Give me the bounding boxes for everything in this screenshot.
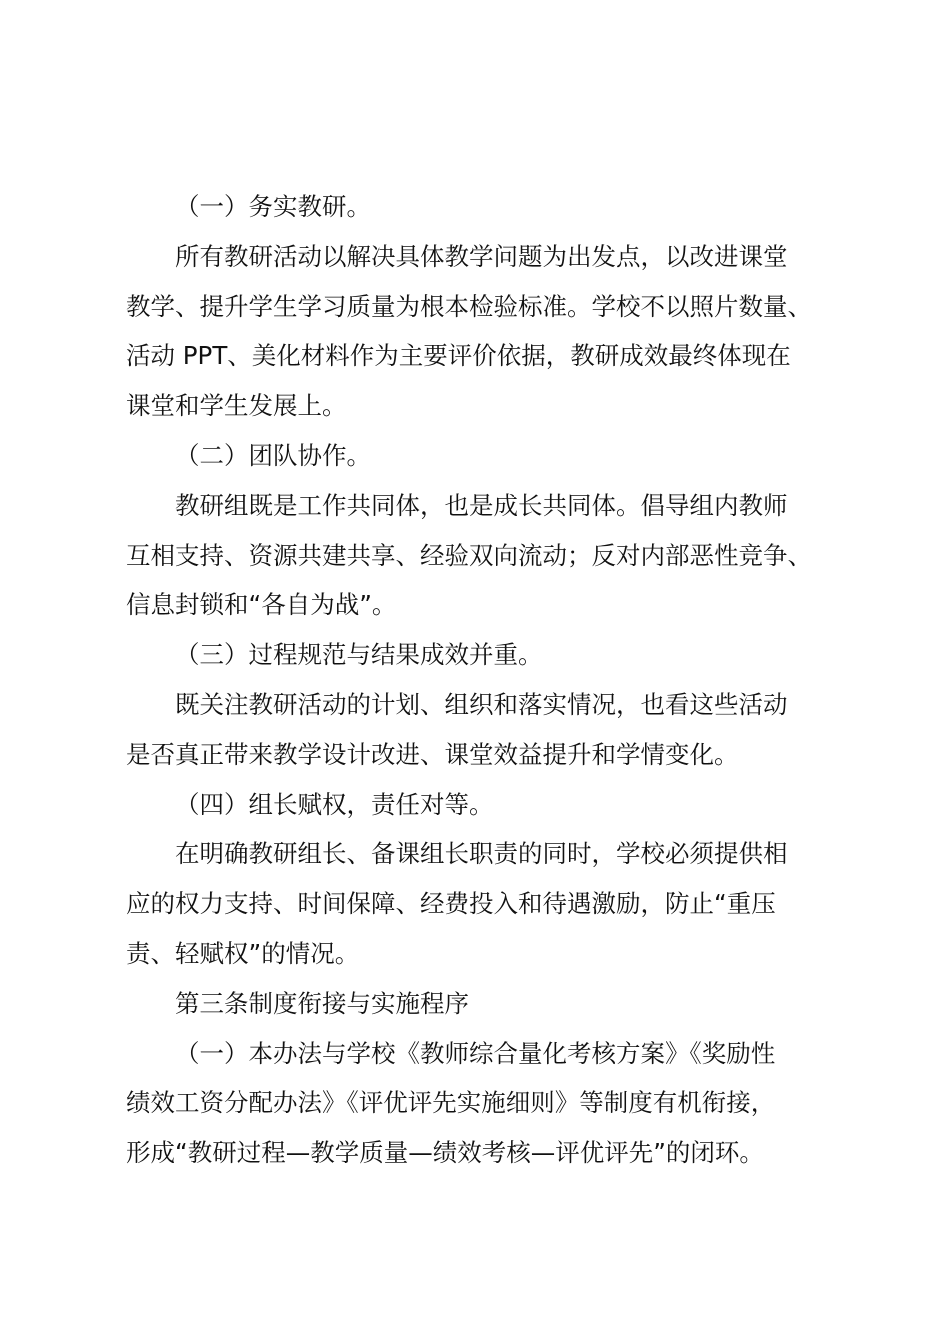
paragraph-line: （一）本办法与学校《教师综合量化考核方案》《奖励性 xyxy=(175,1038,776,1068)
paragraph-line: 形成“教研过程—教学质量—绩效考核—评优评先”的闭环。 xyxy=(126,1138,764,1168)
paragraph-line: 所有教研活动以解决具体教学问题为出发点，以改进课堂 xyxy=(175,241,788,271)
paragraph-line: 信息封锁和“各自为战”。 xyxy=(126,590,397,620)
paragraph-line: 既关注教研活动的计划、组织和落实情况，也看这些活动 xyxy=(175,689,788,719)
paragraph-line: 在明确教研组长、备课组长职责的同时，学校必须提供相 xyxy=(175,839,788,869)
paragraph-line: 责、轻赋权”的情况。 xyxy=(126,938,360,968)
paragraph-line: 教研组既是工作共同体，也是成长共同体。倡导组内教师 xyxy=(175,490,788,520)
heading-pragmatic-research: （一）务实教研。 xyxy=(175,192,371,221)
heading-article-three: 第三条制度衔接与实施程序 xyxy=(175,988,469,1018)
paragraph-line: 是否真正带来教学设计改进、课堂效益提升和学情变化。 xyxy=(126,739,739,769)
paragraph-line: 课堂和学生发展上。 xyxy=(126,391,347,421)
document-body xyxy=(126,182,842,1178)
heading-team-collaboration: （二）团队协作。 xyxy=(175,440,371,470)
paragraph-line: 绩效工资分配办法》《评优评先实施细则》等制度有机衔接， xyxy=(126,1088,776,1118)
paragraph-line: 活动 PPT、美化材料作为主要评价依据，教研成效最终体现在 xyxy=(126,341,791,371)
heading-process-and-results: （三）过程规范与结果成效并重。 xyxy=(175,640,543,670)
paragraph-line: 应的权力支持、时间保障、经费投入和待遇激励，防止“重压 xyxy=(126,889,776,919)
heading-leader-empowerment: （四）组长赋权，责任对等。 xyxy=(175,789,494,819)
paragraph-line: 互相支持、资源共建共享、经验双向流动；反对内部恶性竞争、 xyxy=(126,540,812,570)
paragraph-line: 教学、提升学生学习质量为根本检验标准。学校不以照片数量、 xyxy=(126,291,812,321)
